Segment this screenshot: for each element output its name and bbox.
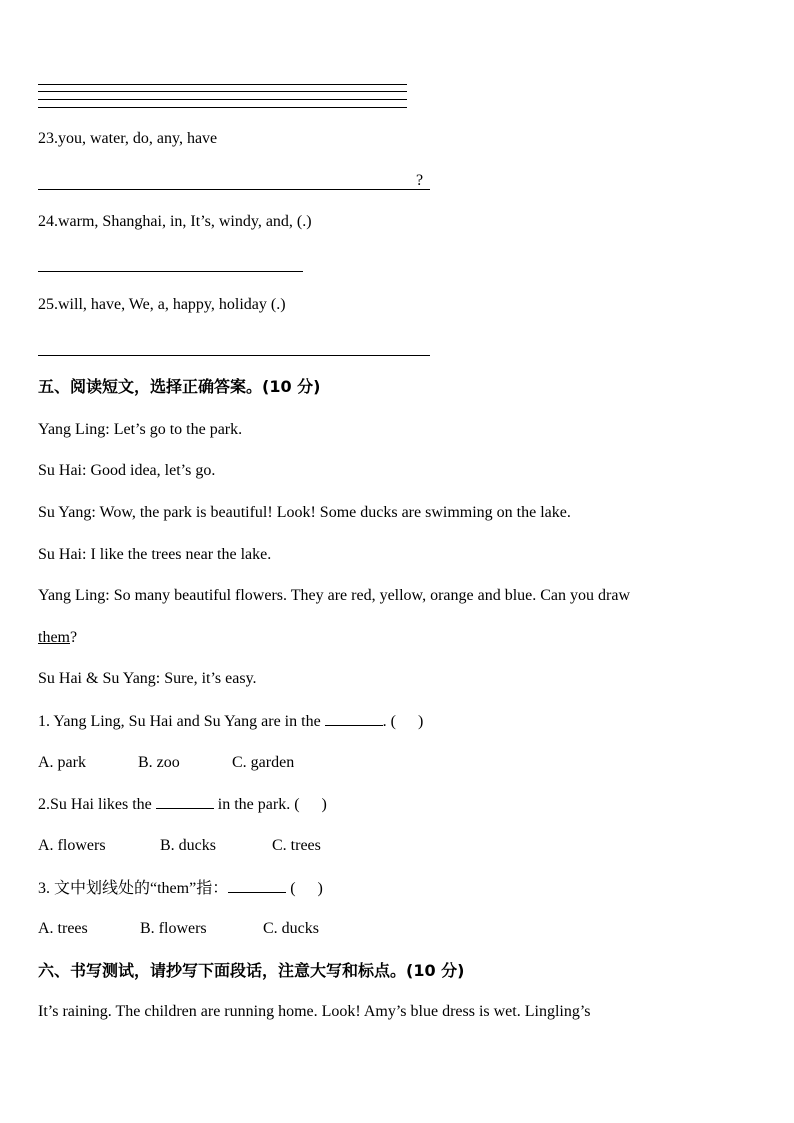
option-b[interactable]: B. zoo [138,754,180,771]
answer-blank[interactable] [156,794,214,809]
question-text-end: ( [286,880,296,897]
question-mark: ? [416,172,424,189]
underlined-word: them [38,629,70,646]
writing-line [38,107,407,108]
writing-line [38,99,407,100]
answer-line-24[interactable] [38,271,303,272]
option-a[interactable]: A. trees [38,920,88,937]
paren-close: ) [317,880,323,897]
question-text-end: in the park. ( [213,796,300,813]
reading-question-3 [38,878,323,899]
option-a[interactable]: A. park [38,754,86,771]
answer-blank[interactable] [228,878,286,893]
question-text: 1. Yang Ling, Su Hai and Su Yang are in the [38,713,325,730]
paren-close: ) [321,796,327,813]
dialogue-line: Yang Ling: Let’s go to the park. [38,421,243,438]
option-c[interactable]: C. trees [272,837,321,854]
answer-line-25[interactable] [38,355,430,356]
option-b[interactable]: B. flowers [140,920,207,937]
question-text: 2.Su Hai likes the [38,796,156,813]
question-number: 25 [38,296,54,313]
dialogue-line: Yang Ling: So many beautiful flowers. They are red, yellow, orange and blue. Can you draw [38,587,631,604]
reading-question-2 [38,794,327,815]
question-number: 23 [38,130,54,147]
question-words: .you, water, do, any, have [54,130,218,147]
answer-line-23[interactable] [38,189,430,190]
reading-question-1 [38,711,423,732]
dialogue-line: Su Hai: Good idea, let’s go. [38,462,216,479]
section-5-title: 五、阅读短文，选择正确答案。(10 分) [38,377,321,396]
writing-line [38,84,407,85]
question-24 [38,212,312,232]
dialogue-line: Su Hai: I like the trees near the lake. [38,546,272,563]
question-text-end: . ( [382,713,396,730]
dialogue-line: Su Hai & Su Yang: Sure, it’s easy. [38,670,257,687]
paren-close: ) [418,713,424,730]
option-c[interactable]: C. garden [232,754,295,771]
answer-blank[interactable] [325,711,383,726]
question-words: .will, have, We, a, happy, holiday (.) [54,296,286,313]
copy-paragraph: It’s raining. The children are running home. Look! Amy’s blue dress is wet. Lingling’s [38,1003,591,1020]
section-6-title: 六、书写测试，请抄写下面段话，注意大写和标点。(10 分) [38,961,465,980]
question-words: .warm, Shanghai, in, It’s, windy, and, (.) [54,213,312,230]
option-a[interactable]: A. flowers [38,837,106,854]
option-b[interactable]: B. ducks [160,837,216,854]
dialogue-end: ? [70,629,78,646]
dialogue-line-continued [38,628,77,648]
question-25 [38,295,286,315]
dialogue-line: Su Yang: Wow, the park is beautiful! Look! Some ducks are swimming on the lake. [38,504,571,521]
question-23 [38,129,217,149]
writing-line [38,91,407,92]
question-text: 3. 文中划线处的“them”指： [38,880,229,897]
question-number: 24 [38,213,54,230]
option-c[interactable]: C. ducks [263,920,319,937]
